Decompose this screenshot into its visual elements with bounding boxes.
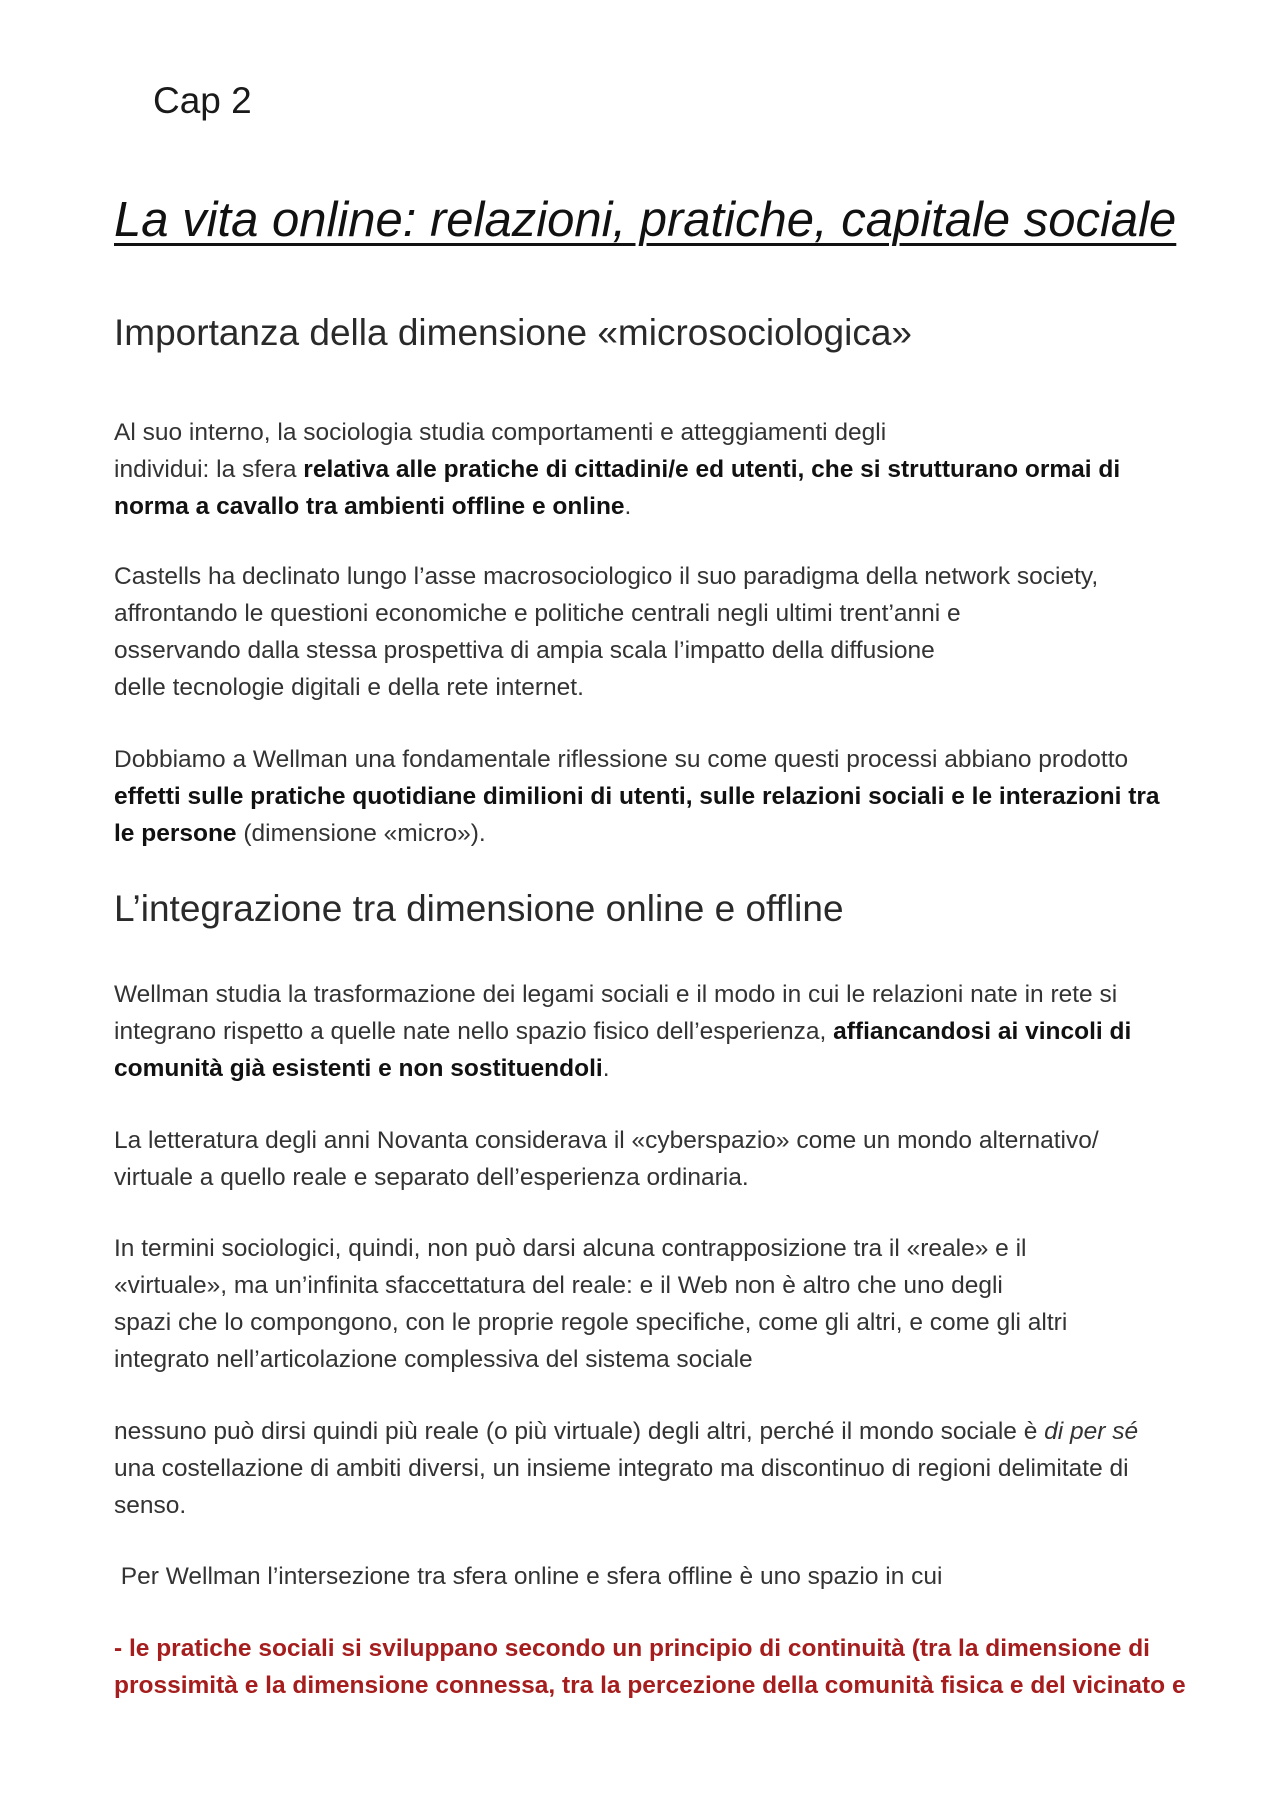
- text-line: [114, 1013, 1254, 1050]
- text-line: spazi che lo compongono, con le proprie regole specifiche, come gli altri, e come gli altri: [114, 1309, 1068, 1336]
- paragraph-castells: [114, 558, 1254, 706]
- bold-text: comunità già esistenti e non sostituendoli: [114, 1055, 603, 1082]
- bold-text: relativa alle pratiche di cittadini/e ed utenti, che si strutturano ormai di: [303, 456, 1121, 483]
- text-line: virtuale a quello reale e separato dell’esperienza ordinaria.: [114, 1164, 749, 1191]
- text-line: Per Wellman l’intersezione tra sfera online e sfera offline è uno spazio in cui: [114, 1563, 943, 1590]
- bold-text: norma a cavallo tra ambienti offline e online: [114, 493, 625, 520]
- text-line: una costellazione di ambiti diversi, un insieme integrato ma discontinuo di regioni delimitate di: [114, 1455, 1129, 1482]
- text-line: integrato nell’articolazione complessiva del sistema sociale: [114, 1346, 753, 1373]
- text-line: [114, 488, 1254, 525]
- paragraph-wellman-riflessione: [114, 741, 1254, 852]
- text-line: Wellman studia la trasformazione dei legami sociali e il modo in cui le relazioni nate in rete si: [114, 981, 1118, 1008]
- bold-text: affiancandosi ai vincoli di: [833, 1018, 1132, 1045]
- paragraph-reale-virtuale: [114, 1230, 1254, 1378]
- text-span: individui: la sfera: [114, 456, 304, 483]
- text-span: nessuno può dirsi quindi più reale (o più virtuale) degli altri, perché il mondo sociale è: [114, 1418, 1045, 1445]
- text-line: [114, 1050, 1254, 1087]
- paragraph-costellazione: [114, 1413, 1254, 1524]
- paragraph-intersezione: [114, 1558, 1254, 1595]
- italic-text: di per sé: [1044, 1418, 1139, 1445]
- text-line: [114, 451, 1254, 488]
- bold-text: le persone: [114, 820, 237, 847]
- text-line: senso.: [114, 1492, 187, 1519]
- text-line: Dobbiamo a Wellman una fondamentale riflessione su come questi processi abbiano prodotto: [114, 746, 1129, 773]
- section-heading-integrazione: L’integrazione tra dimensione online e offline: [114, 888, 844, 929]
- chapter-label: Cap 2: [153, 80, 252, 121]
- text-line: prossimità e la dimensione connessa, tra la percezione della comunità fisica e del vicinato e: [114, 1672, 1186, 1699]
- text-line: osservando dalla stessa prospettiva di ampia scala l’impatto della diffusione: [114, 637, 935, 664]
- text-line: - le pratiche sociali si sviluppano secondo un principio di continuità (tra la dimensione di: [114, 1635, 1150, 1662]
- text-line: delle tecnologie digitali e della rete internet.: [114, 674, 584, 701]
- text-line: «virtuale», ma un’infinita sfaccettatura del reale: e il Web non è altro che uno degli: [114, 1272, 1003, 1299]
- text-line: [114, 778, 1254, 815]
- text-span: .: [602, 1055, 610, 1082]
- section-heading-microsociologica: Importanza della dimensione «microsociologica»: [114, 312, 912, 353]
- bold-text: effetti sulle pratiche quotidiane dimilioni di utenti, sulle relazioni sociali e le interazioni tra: [114, 783, 1160, 810]
- text-line: [114, 815, 1254, 852]
- page-title: La vita online: relazioni, pratiche, capitale sociale: [114, 193, 1177, 247]
- text-span: integrano rispetto a quelle nate nello spazio fisico dell’esperienza,: [114, 1018, 834, 1045]
- text-span: .: [624, 493, 632, 520]
- text-line: [114, 1413, 1254, 1450]
- text-line: La letteratura degli anni Novanta considerava il «cyberspazio» come un mondo alternativo/: [114, 1127, 1099, 1154]
- paragraph-pratiche-continuita: [114, 1630, 1254, 1704]
- paragraph-cyberspazio: [114, 1122, 1254, 1196]
- text-line: In termini sociologici, quindi, non può darsi alcuna contrapposizione tra il «reale» e il: [114, 1235, 1027, 1262]
- text-line: Al suo interno, la sociologia studia comportamenti e atteggiamenti degli: [114, 419, 887, 446]
- text-line: affrontando le questioni economiche e politiche centrali negli ultimi trent’anni e: [114, 600, 961, 627]
- paragraph-legami-sociali: [114, 976, 1254, 1087]
- text-span: (dimensione «micro»).: [236, 820, 486, 847]
- paragraph-sociologia: [114, 414, 1254, 525]
- text-line: Castells ha declinato lungo l’asse macrosociologico il suo paradigma della network society,: [114, 563, 1099, 590]
